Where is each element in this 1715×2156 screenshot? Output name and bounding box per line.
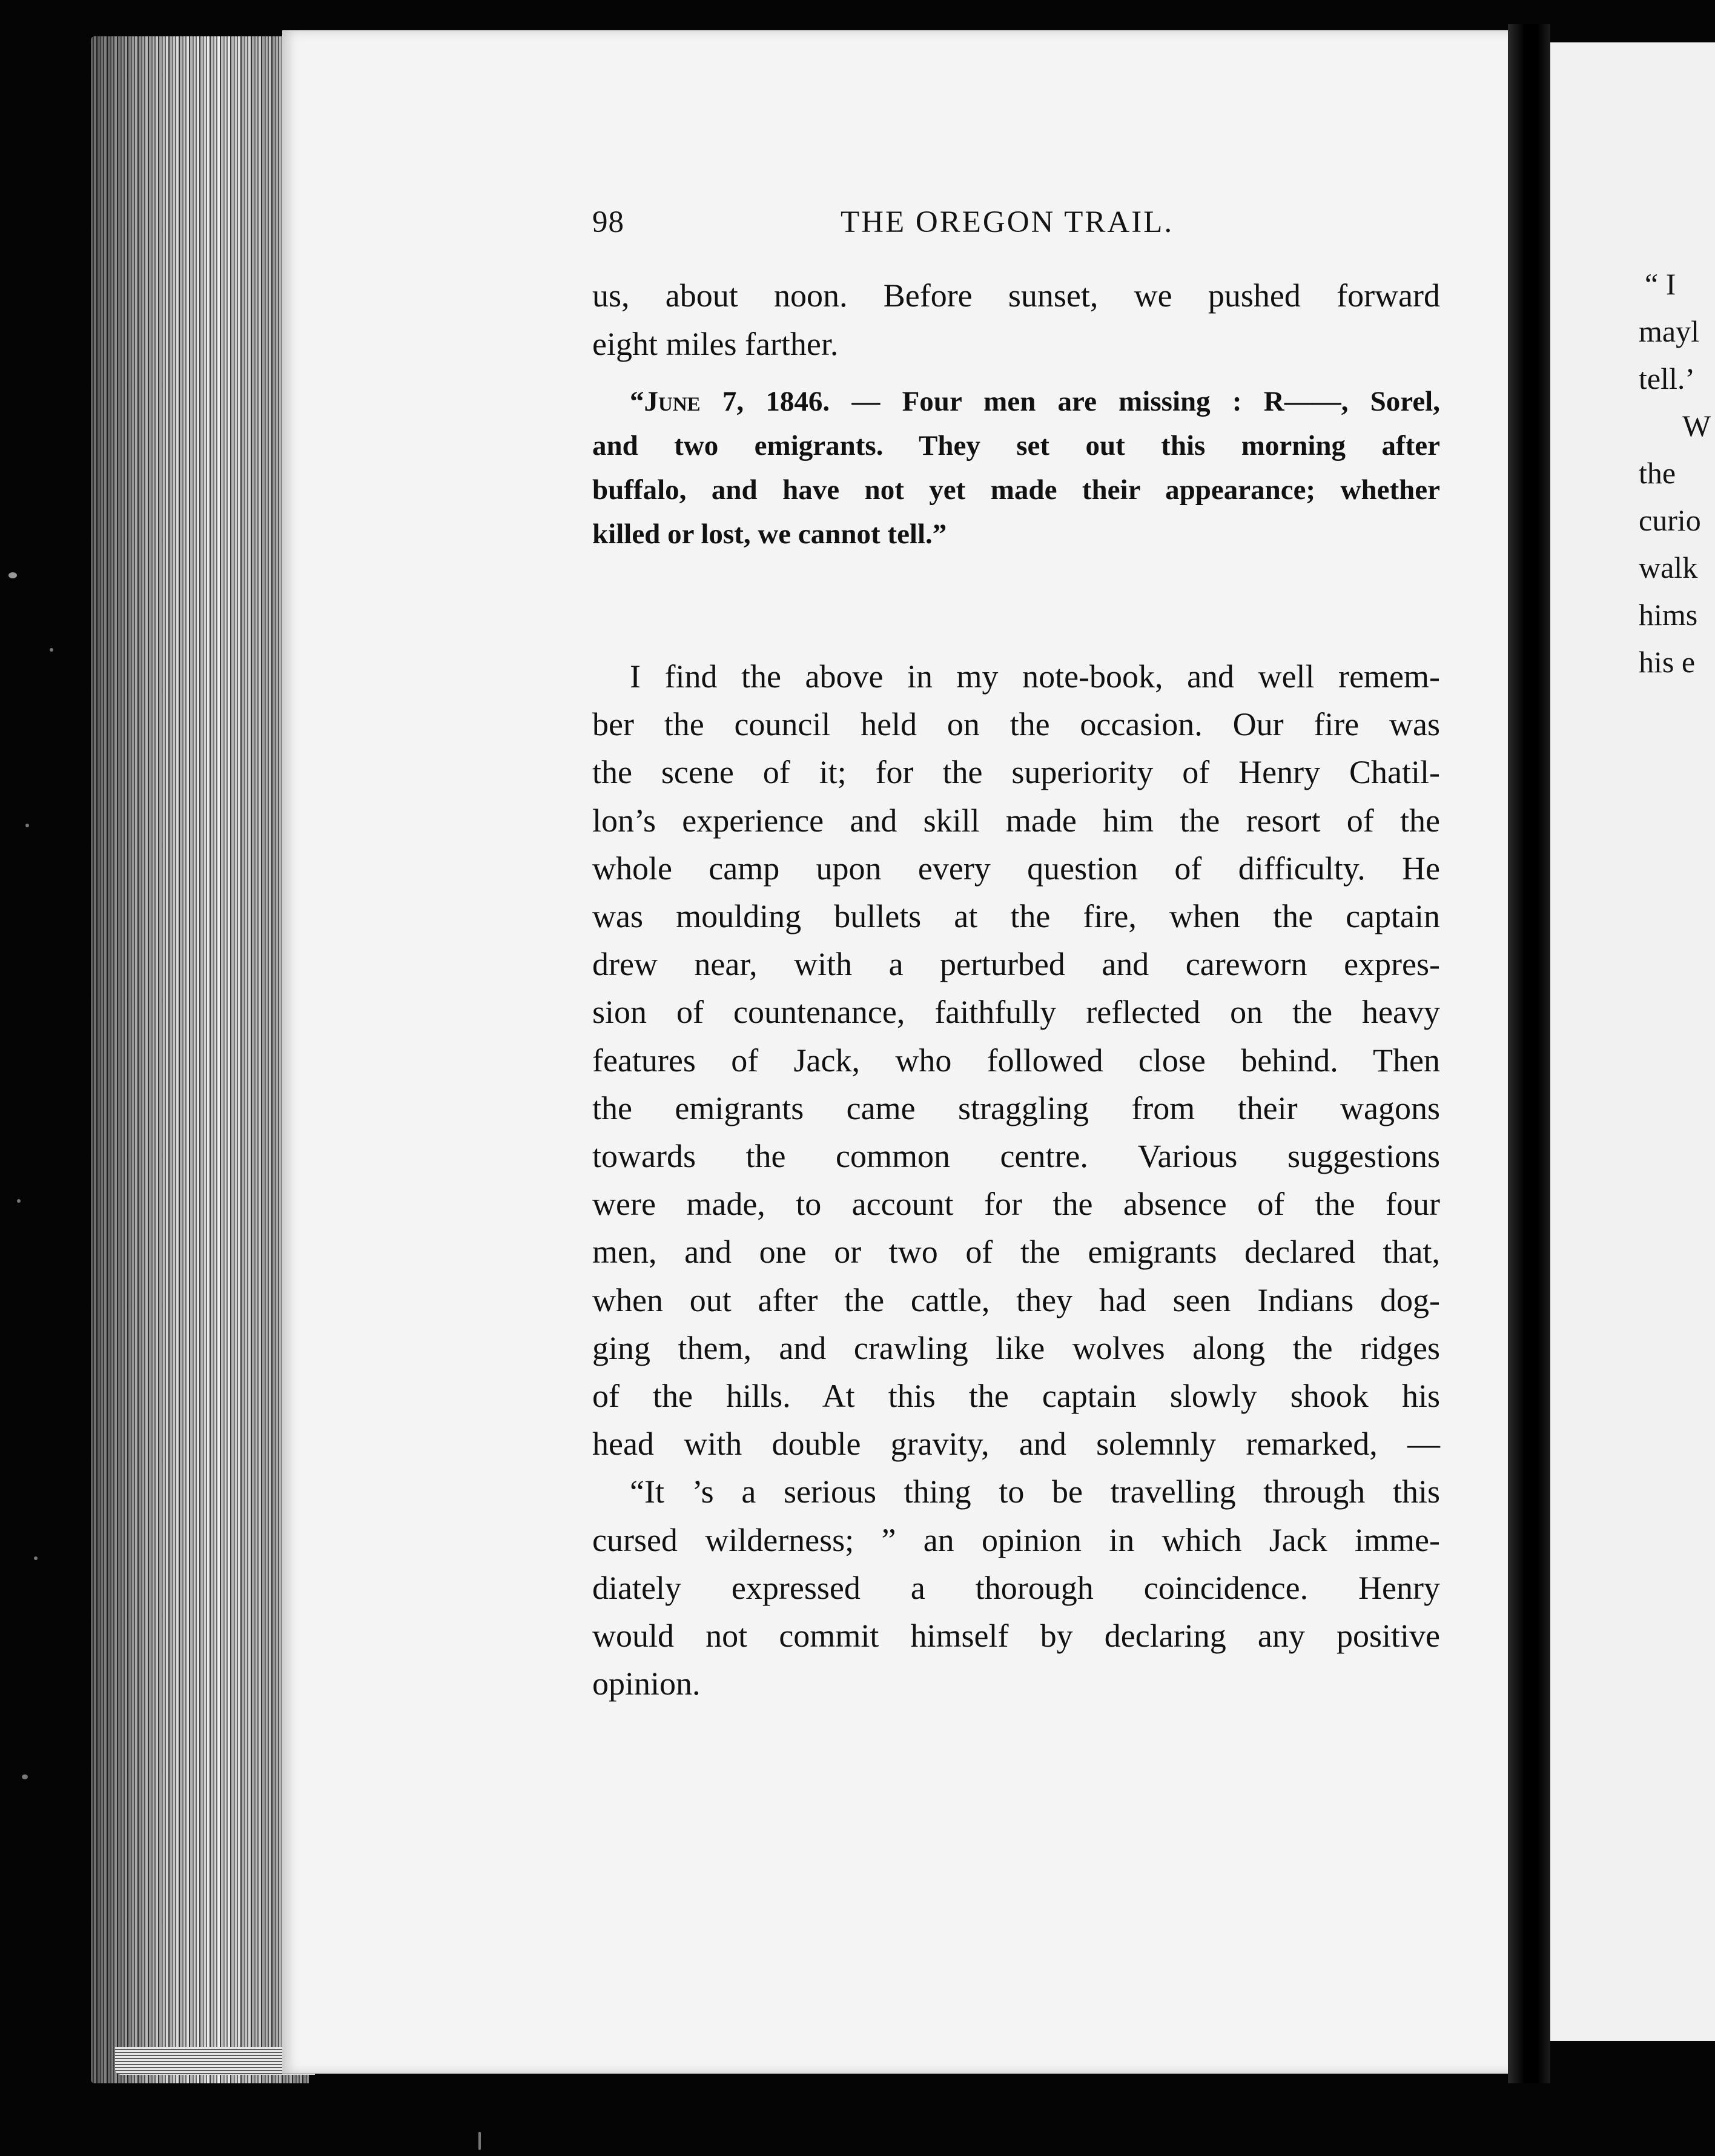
- facing-line: the: [1639, 456, 1676, 490]
- text-line: of the hills. At this the captain slowly shook his: [592, 1378, 1440, 1415]
- text-line: “It ’s a serious thing to be travelling through this: [630, 1473, 1440, 1510]
- text-line: was moulding bullets at the fire, when the captain: [592, 898, 1440, 935]
- facing-line: tell.’: [1639, 362, 1696, 395]
- book-gutter: [1508, 24, 1550, 2083]
- scan-speck: [50, 648, 53, 652]
- scan-speck: [34, 1556, 38, 1560]
- facing-line: walk: [1639, 551, 1698, 584]
- facing-line: W: [1682, 409, 1711, 443]
- scan-speck: [478, 2132, 481, 2150]
- text-line: men, and one or two of the emigrants declared that,: [592, 1234, 1440, 1271]
- scan-speck: [17, 1199, 21, 1203]
- scan-speck: [25, 824, 29, 827]
- text-line: lon’s experience and skill made him the resort of the: [592, 802, 1440, 839]
- journal-date-prefix: “June: [630, 386, 701, 417]
- page-number: 98: [592, 205, 624, 239]
- running-head: [592, 205, 1440, 247]
- journal-line: killed or lost, we cannot tell.”: [592, 518, 947, 550]
- text-line: us, about noon. Before sunset, we pushed forward: [592, 277, 1440, 314]
- text-line: whole camp upon every question of difficulty. He: [592, 850, 1440, 887]
- text-line: were made, to account for the absence of the four: [592, 1186, 1440, 1223]
- journal-line: and two emigrants. They set out this morning after: [592, 430, 1440, 461]
- text-line: ber the council held on the occasion. Our fire was: [592, 706, 1440, 743]
- text-line: drew near, with a perturbed and careworn expres-: [592, 946, 1440, 983]
- text-line: I find the above in my note-book, and well remem-: [630, 658, 1440, 695]
- text-line: ging them, and crawling like wolves along the ridges: [592, 1329, 1440, 1366]
- facing-line: mayl: [1639, 314, 1699, 348]
- text-line: cursed wilderness; ” an opinion in which Jack imme-: [592, 1521, 1440, 1558]
- facing-line: “ I: [1645, 267, 1676, 301]
- facing-line: his e: [1639, 645, 1696, 679]
- journal-entry: [592, 380, 1440, 557]
- text-line: opinion.: [592, 1665, 701, 1702]
- page-edges-shadow: [91, 36, 309, 2083]
- journal-line: [592, 380, 1440, 424]
- text-line: eight miles farther.: [592, 326, 839, 362]
- text-line: sion of countenance, faithfully reflected on the heavy: [592, 994, 1440, 1031]
- paragraph-main: [592, 653, 1440, 1708]
- text-line: the scene of it; for the superiority of Henry Chatil-: [592, 754, 1440, 791]
- text-line: head with double gravity, and solemnly remarked, —: [592, 1426, 1440, 1463]
- facing-page-text: [1639, 260, 1715, 686]
- text-line: when out after the cattle, they had seen Indians dog-: [592, 1281, 1440, 1318]
- paragraph-continued: [592, 271, 1440, 368]
- text-line: the emigrants came straggling from their wagons: [592, 1090, 1440, 1126]
- text-line: would not commit himself by declaring any positive: [592, 1618, 1440, 1655]
- running-title: THE OREGON TRAIL.: [841, 205, 1174, 239]
- facing-line: hims: [1639, 598, 1698, 632]
- scan-speck: [22, 1774, 28, 1779]
- facing-line: curio: [1639, 503, 1701, 537]
- text-line: diately expressed a thorough coincidence. Henry: [592, 1569, 1440, 1606]
- journal-line-rest: 7, 1846. — Four men are missing : R——, Sorel,: [700, 386, 1440, 417]
- scan-speck: [8, 572, 17, 578]
- text-line: towards the common centre. Various suggestions: [592, 1138, 1440, 1175]
- journal-line: buffalo, and have not yet made their appearance; whether: [592, 474, 1440, 506]
- text-line: features of Jack, who followed close behind. Then: [592, 1042, 1440, 1079]
